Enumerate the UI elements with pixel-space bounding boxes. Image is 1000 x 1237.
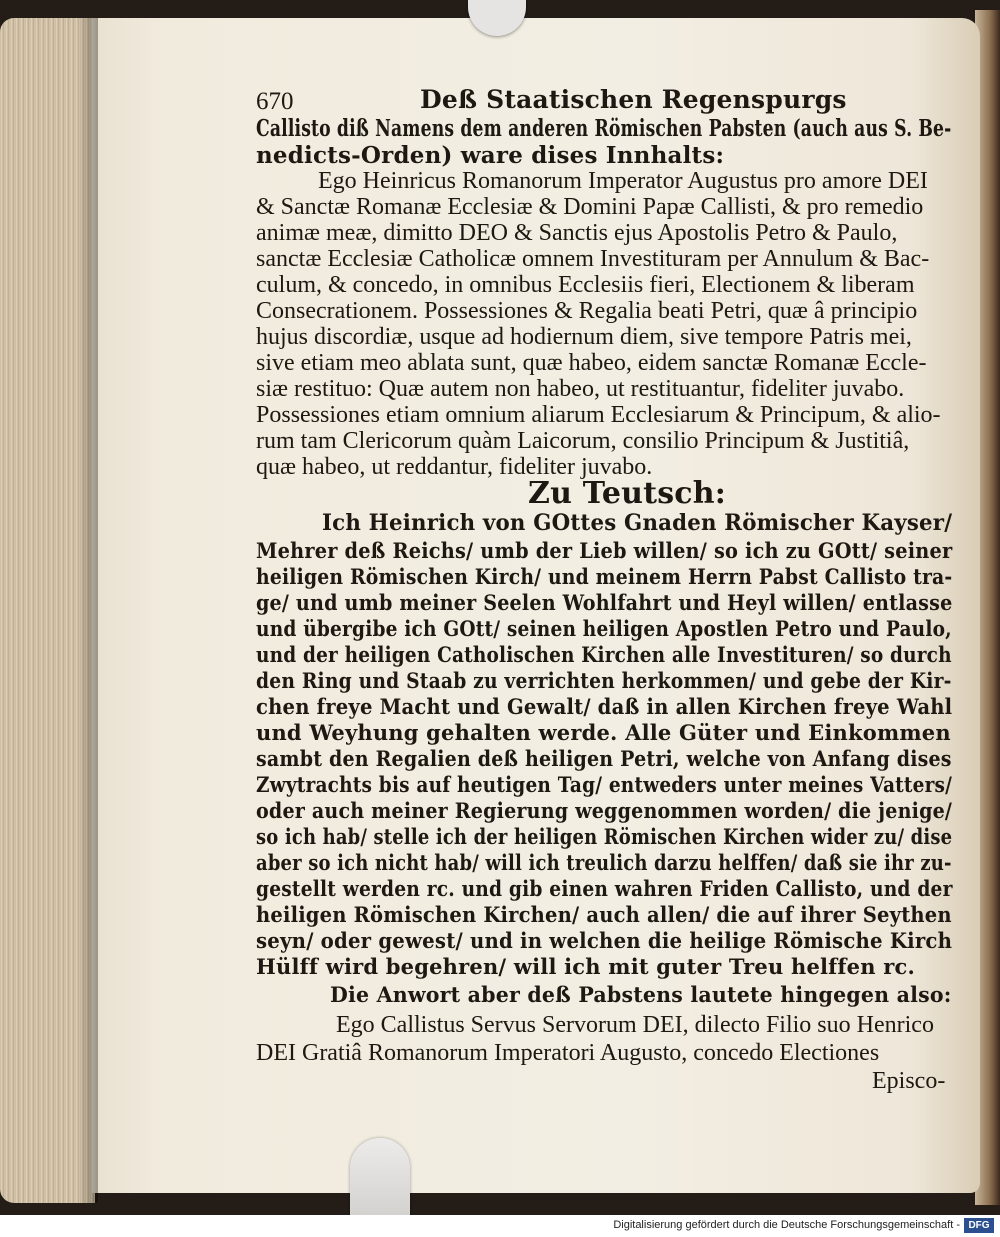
latin-edict-line: Ego Heinricus Romanorum Imperator Augustus pro amore DEI (318, 168, 928, 194)
german-text-line: seyn/ oder gewest/ und in welchen die heilige Römische Kirch (256, 928, 953, 953)
german-text-line: heiligen Römischen Kirch/ und meinem Herrn Pabst Callisto tra- (256, 564, 953, 589)
latin-answer-line: DEI Gratiâ Romanorum Imperatori Augusto, concedo Electiones (256, 1040, 880, 1066)
running-head: Deß Staatischen Regenspurgs (420, 85, 847, 114)
german-text-line: chen freye Macht und Gewalt/ daß in allen Kirchen freye Wahl (256, 694, 953, 719)
latin-edict-line: Consecrationem. Possessiones & Regalia beati Petri, quæ â principio (256, 298, 918, 324)
german-text-line: und übergibe ich GOtt/ seinen heiligen Apostlen Petro und Paulo, (256, 616, 952, 641)
german-text-line: oder auch meiner Regierung weggenommen worden/ die jenige/ (256, 798, 953, 823)
latin-edict-line: & Sanctæ Romanæ Ecclesiæ & Domini Papæ Callisti, & pro remedio (256, 194, 924, 220)
footer-bar (0, 1215, 1000, 1237)
german-text-line: Mehrer deß Reichs/ umb der Lieb willen/ so ich zu GOtt/ seiner (256, 538, 953, 563)
latin-edict-line: rum tam Clericorum quàm Laicorum, consilio Principum & Justitiâ, (256, 428, 910, 454)
intro-line: nedicts-Orden) ware dises Innhalts: (256, 142, 725, 169)
german-text-line: Hülff wird begehren/ will ich mit guter Treu helffen rc. (256, 954, 915, 979)
footer-credit: Digitalisierung gefördert durch die Deutsche Forschungsgemeinschaft - (613, 1219, 960, 1231)
german-text-line: sambt den Regalien deß heiligen Petri, welche von Anfang dises (256, 746, 952, 771)
latin-edict-line: Possessiones etiam omnium aliarum Ecclesiarum & Principum, & alio- (256, 402, 941, 428)
german-text-line: Ich Heinrich von GOttes Gnaden Römischer Kayser/ (322, 510, 953, 536)
german-text-line: heiligen Römischen Kirchen/ auch allen/ die auf ihrer Seythen (256, 902, 952, 927)
catchword: Episco- (872, 1068, 946, 1094)
german-text-line: aber so ich nicht hab/ will ich treulich darzu helffen/ daß sie ihr zu- (256, 850, 952, 875)
page-number: 670 (256, 88, 294, 115)
latin-answer-line: Ego Callistus Servus Servorum DEI, dilecto Filio suo Henrico (336, 1012, 934, 1038)
latin-edict-line: culum, & concedo, in omnibus Ecclesiis fieri, Electionem & liberam (256, 272, 915, 298)
german-text-line: den Ring und Staab zu verrichten herkommen/ und gebe der Kir- (256, 668, 952, 693)
dfg-logo: DFG (964, 1218, 994, 1233)
latin-edict-line: sive etiam meo ablata sunt, quæ habeo, eidem sanctæ Romanæ Eccle- (256, 350, 927, 376)
german-text-line: und der heiligen Catholischen Kirchen alle Investituren/ so durch (256, 642, 952, 667)
latin-edict-line: siæ restituo: Quæ autem non habeo, ut restituantur, fideliter juvabo. (256, 376, 905, 402)
german-heading: Zu Teutsch: (528, 476, 727, 511)
latin-edict-line: animæ meæ, dimitto DEO & Sanctis ejus Apostolis Petro & Paulo, (256, 220, 898, 246)
latin-edict-line: quæ habeo, ut reddantur, fideliter juvabo. (256, 454, 653, 480)
latin-edict-line: hujus discordiæ, usque ad hodiernum diem, sive tempore Patris mei, (256, 324, 912, 350)
intro-line: Callisto diß Namens dem anderen Römischen Pabsten (auch aus S. Be- (256, 115, 952, 142)
german-text-line: ge/ und umb meiner Seelen Wohlfahrt und Heyl willen/ entlasse (256, 590, 953, 615)
latin-edict-line: sanctæ Ecclesiæ Catholicæ omnem Investituram per Annulum & Bac- (256, 246, 930, 272)
answer-intro: Die Anwort aber deß Pabstens lautete hingegen also: (330, 982, 952, 1007)
german-text-line: gestellt werden rc. und gib einen wahren Friden Callisto, und der (256, 876, 953, 901)
german-text-line: und Weyhung gehalten werde. Alle Güter und Einkommen (256, 720, 951, 745)
german-text-line: Zwytrachts bis auf heutigen Tag/ entweders unter meines Vatters/ (256, 772, 953, 797)
german-text-line: so ich hab/ stelle ich der heiligen Römischen Kirchen wider zu/ dise (256, 824, 953, 849)
